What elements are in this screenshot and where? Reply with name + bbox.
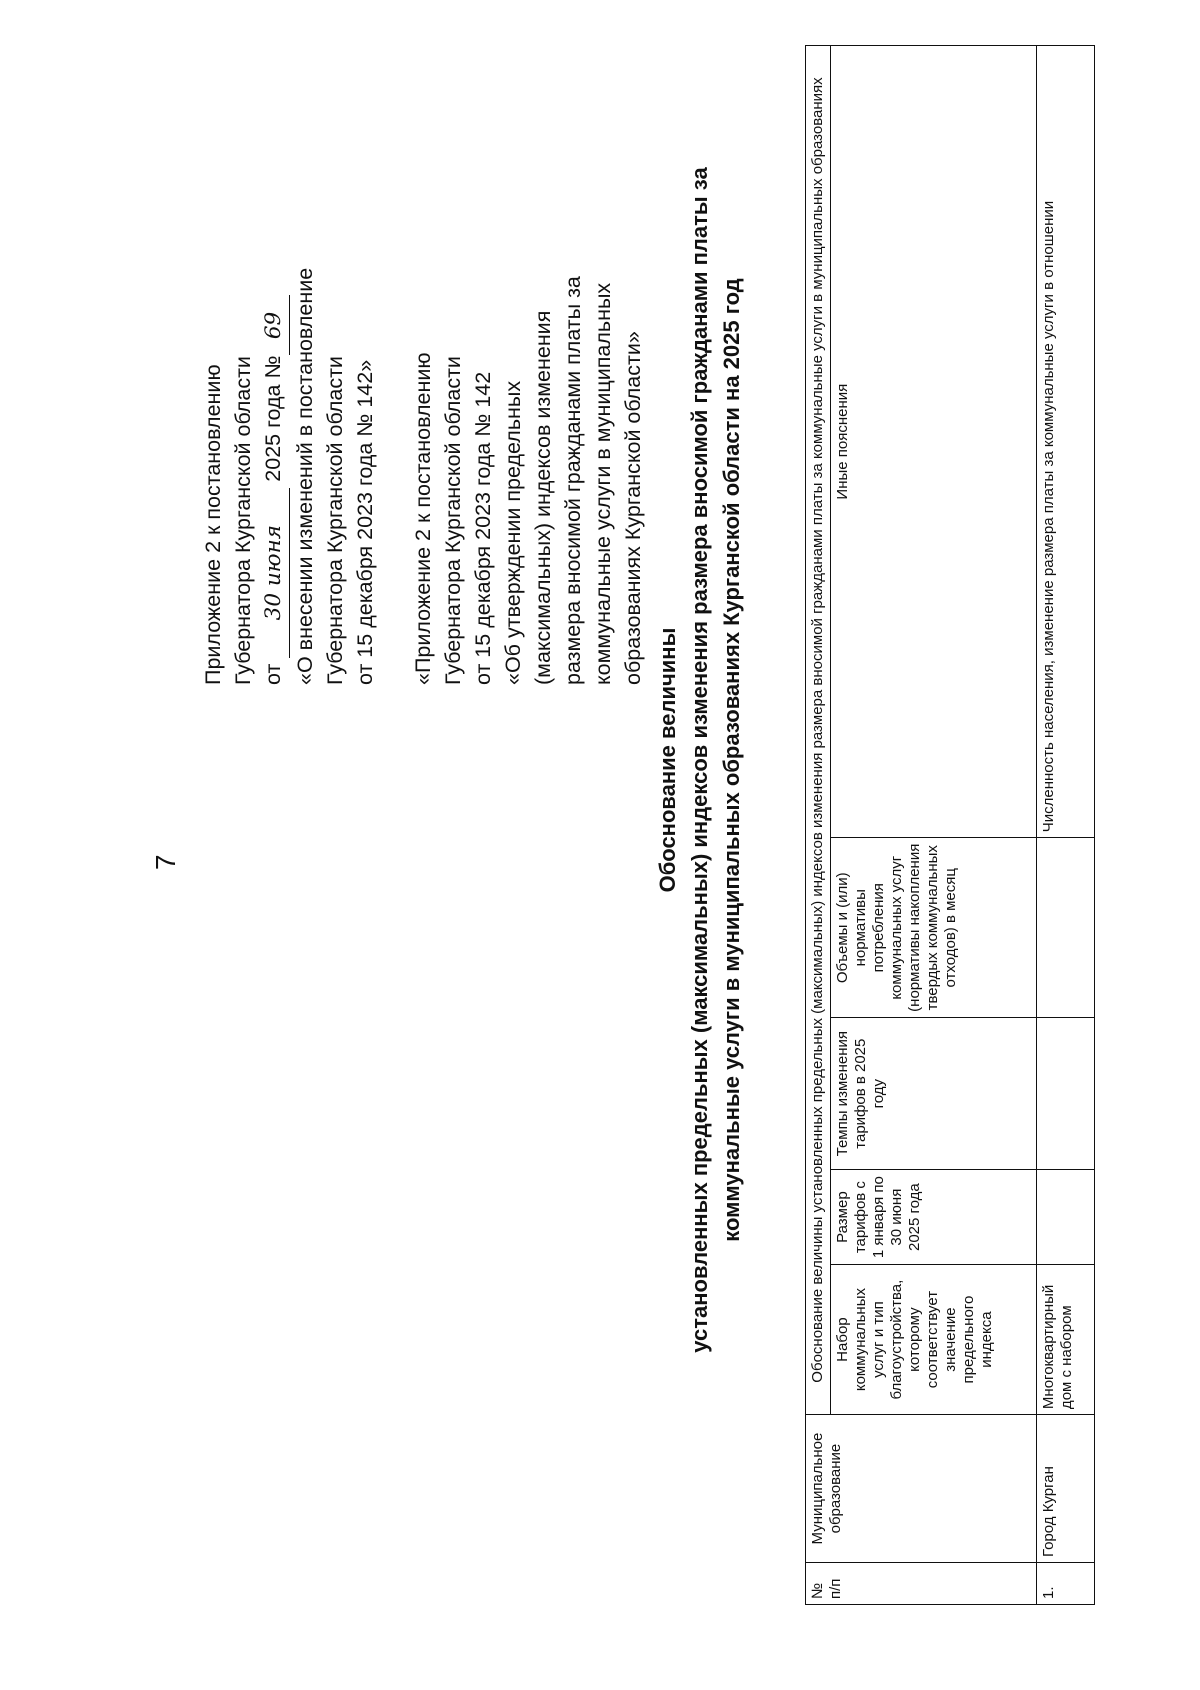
quoted-line: «Об утверждении предельных bbox=[501, 380, 525, 685]
quoted-line: коммунальные услуги в муниципальных bbox=[591, 282, 615, 685]
quoted-line: образованиях Курганской области» bbox=[621, 331, 645, 685]
header-num: № п/п bbox=[806, 1563, 1037, 1605]
header-other: Иные пояснения bbox=[831, 46, 1037, 838]
document-title bbox=[652, 60, 748, 1460]
header-municipality: Муниципальное образование bbox=[806, 1415, 1037, 1563]
header-tariff-size: Размер тарифов с 1 января по 30 июня 2025 года bbox=[831, 1170, 1037, 1265]
cell-other: Численность населения, изменение размера платы за коммунальные услуги в отношении bbox=[1037, 46, 1095, 838]
header-volumes: Объемы и (или) нормативы потребления коммунальных услуг (нормативы накопления твердых коммунальных отходов) в месяц bbox=[831, 838, 1037, 1018]
quoted-line: от 15 декабря 2023 года № 142 bbox=[471, 371, 495, 685]
quoted-line: (максимальных) индексов изменения bbox=[531, 310, 555, 685]
appendix-line: Губернатора Курганской области bbox=[231, 356, 255, 685]
title-line: коммунальные услуги в муниципальных образованиях Курганской области на 2025 год bbox=[719, 278, 744, 1242]
cell-num: 1. bbox=[1037, 1563, 1095, 1605]
title-line: установленных предельных (максимальных) индексов изменения размера вносимой гражданами платы за bbox=[687, 167, 712, 1353]
quoted-line: размера вносимой гражданами платы за bbox=[561, 276, 585, 685]
cell-service-set: Многоквартирный дом с набором bbox=[1037, 1265, 1095, 1415]
handwritten-number: 69 bbox=[259, 295, 290, 355]
quoted-line: «Приложение 2 к постановлению bbox=[411, 352, 435, 685]
appendix-line: Приложение 2 к постановлению bbox=[201, 364, 225, 685]
table-header-row bbox=[806, 46, 831, 1605]
from-label: от bbox=[261, 663, 285, 685]
title-line: Обоснование величины bbox=[655, 627, 680, 893]
header-tariff-rate: Темпы изменения тарифов в 2025 году bbox=[831, 1018, 1037, 1170]
cell-volumes bbox=[1037, 838, 1095, 1018]
handwritten-date: 30 июня bbox=[259, 488, 290, 658]
justification-table bbox=[805, 45, 1095, 1605]
quoted-line: Губернатора Курганской области bbox=[441, 356, 465, 685]
appendix-date-line bbox=[258, 268, 290, 685]
header-justification: Обоснование величины установленных предельных (максимальных) индексов изменения размера вносимой гражданами платы за коммунальные услуги в муниципальных образованиях bbox=[806, 46, 831, 1415]
appendix-block bbox=[198, 268, 648, 685]
cell-tariff-rate bbox=[1037, 1018, 1095, 1170]
page-number: 7 bbox=[150, 854, 181, 870]
appendix-line: Губернатора Курганской области bbox=[323, 356, 347, 685]
cell-tariff-size bbox=[1037, 1170, 1095, 1265]
appendix-line: от 15 декабря 2023 года № 142» bbox=[353, 359, 377, 685]
year-text: 2025 года № bbox=[261, 355, 285, 482]
table-row bbox=[1037, 46, 1095, 1605]
header-service-set: Набор коммунальных услуг и тип благоустройства, которому соответствует значение предельного индекса bbox=[831, 1265, 1037, 1415]
cell-municipality: Город Курган bbox=[1037, 1415, 1095, 1563]
appendix-line: «О внесении изменений в постановление bbox=[293, 267, 317, 685]
table-subheader-row bbox=[831, 46, 1037, 1605]
